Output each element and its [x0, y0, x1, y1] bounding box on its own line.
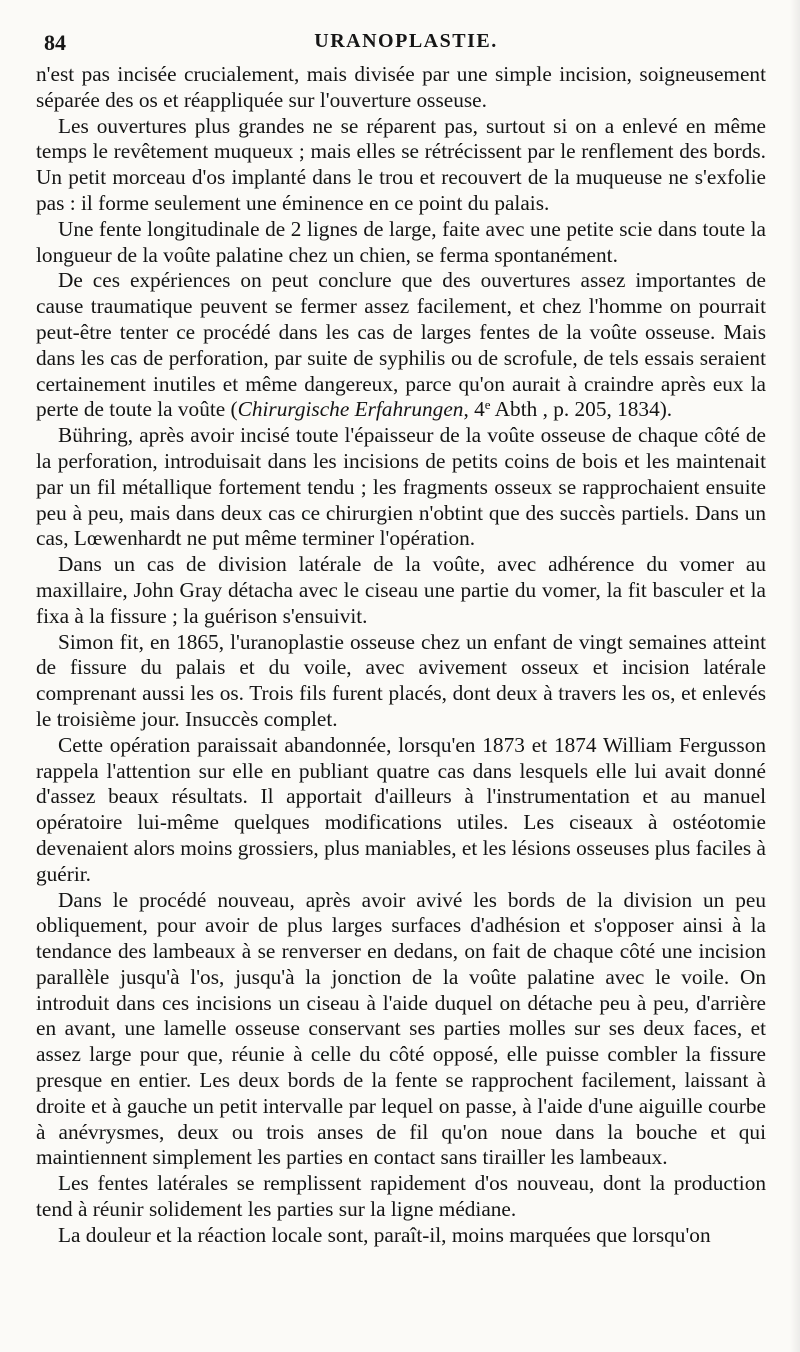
page-header [44, 30, 768, 60]
citation-text: Abth , p. 205, 1834). [490, 397, 673, 422]
citation-text: , 4 [463, 397, 485, 422]
paragraph: Les ouvertures plus grandes ne se réparent pas, surtout si on a enlevé en même temps le revêtement muqueux ; mais elles se rétrécissent par le renflement des bords. Un petit morceau d'os implanté dans le trou et recouvert de la muqueuse ne s'exfolie pas : il forme seulement une éminence en ce point du palais. [36, 113, 766, 215]
paragraph: Une fente longitudinale de 2 lignes de large, faite avec une petite scie dans toute la longueur de la voûte palatine chez un chien, se ferma spontanément. [36, 216, 766, 267]
paragraph: Cette opération paraissait abandonnée, lorsqu'en 1873 et 1874 William Fergusson rappela l'attention sur elle en publiant quatre cas dans lesquels elle lui avait donné d'assez beaux résultats. Il apportait d'ailleurs à l'instrumentation et au manuel opératoire lui-même quelques modifications utiles. Les ciseaux à ostéotomie devenaient alors moins grossiers, plus maniables, et les lésions osseuses plus faciles à guérir. [36, 732, 766, 886]
page-number: 84 [44, 30, 66, 55]
paragraph: Bühring, après avoir incisé toute l'épaisseur de la voûte osseuse de chaque côté de la perforation, introduisait dans les incisions de petits coins de bois et les maintenait par un fil métallique fortement tendu ; les fragments osseux se rapprochaient ensuite peu à peu, mais dans deux cas ce chirurgien n'obtint que des succès partiels. Dans un cas, Lœwenhardt ne put même terminer l'opération. [36, 423, 766, 551]
scan-edge-shadow [790, 0, 800, 1352]
paragraph-continued: n'est pas incisée crucialement, mais divisée par une simple incision, soigneusement séparée des os et réappliquée sur l'ouverture osseuse. [36, 62, 766, 112]
paragraph: Dans le procédé nouveau, après avoir avivé les bords de la division un peu obliquement, pour avoir de plus larges surfaces d'adhésion et s'opposer ainsi à la tendance des lambeaux à se renverser en dedans, on fait de chaque côté une incision parallèle jusqu'à l'os, jusqu'à la jonction de la voûte palatine avec le voile. On introduit dans ces incisions un ciseau à l'aide duquel on détache peu à peu, d'arrière en avant, une lamelle osseuse conservant ses parties molles sur ses deux faces, et assez large pour que, réunie à celle du côté opposé, elle puisse combler la fissure presque en entier. Les deux bords de la fente se rapprochent facilement, laissant à droite et à gauche un petit intervalle par lequel on passe, à l'aide d'une aiguille courbe à anévrysmes, deux ou trois anses de fil qu'on noue dans la bouche et qui maintiennent simplement les parties en contact sans tirailler les lambeaux. [36, 887, 766, 1170]
paragraph-truncated: La douleur et la réaction locale sont, paraît-il, moins marquées que lorsqu'on [58, 1222, 711, 1247]
running-title: URANOPLASTIE. [314, 30, 498, 52]
paragraph: Les fentes latérales se remplissent rapidement d'os nouveau, dont la production tend à réunir solidement les parties sur la ligne médiane. [36, 1171, 766, 1222]
citation-title: Chirurgische Erfahrungen [237, 397, 464, 422]
paragraph: Simon fit, en 1865, l'uranoplastie osseuse chez un enfant de vingt semaines atteint de fissure du palais et du voile, avec avivement osseux et incision latérale comprenant aussi les os. Trois fils furent placés, dont deux à travers les os, et enlevés le troisième jour. Insuccès complet. [36, 629, 766, 731]
citation-superscript: e [484, 397, 491, 413]
paragraph: Dans un cas de division latérale de la voûte, avec adhérence du vomer au maxillaire, John Gray détacha avec le ciseau une partie du vomer, la fit basculer et la fixa à la fissure ; la guérison s'ensuivit. [36, 552, 766, 628]
body-text [36, 62, 766, 1249]
paragraph-text: De ces expériences on peut conclure que des ouvertures assez importantes de cause traumatique peuvent se fermer assez facilement, et chez l'homme on pourrait peut-être tenter ce procédé dans les cas de larges fentes de la voûte osseuse. Mais dans les cas de perforation, par suite de syphilis ou de scrofule, de tels essais seraient certainement inutiles et même dangereux, parce qu'on aurait à craindre après eux la perte de toute la voûte ( [36, 268, 766, 422]
paragraph-with-citation [36, 268, 766, 423]
